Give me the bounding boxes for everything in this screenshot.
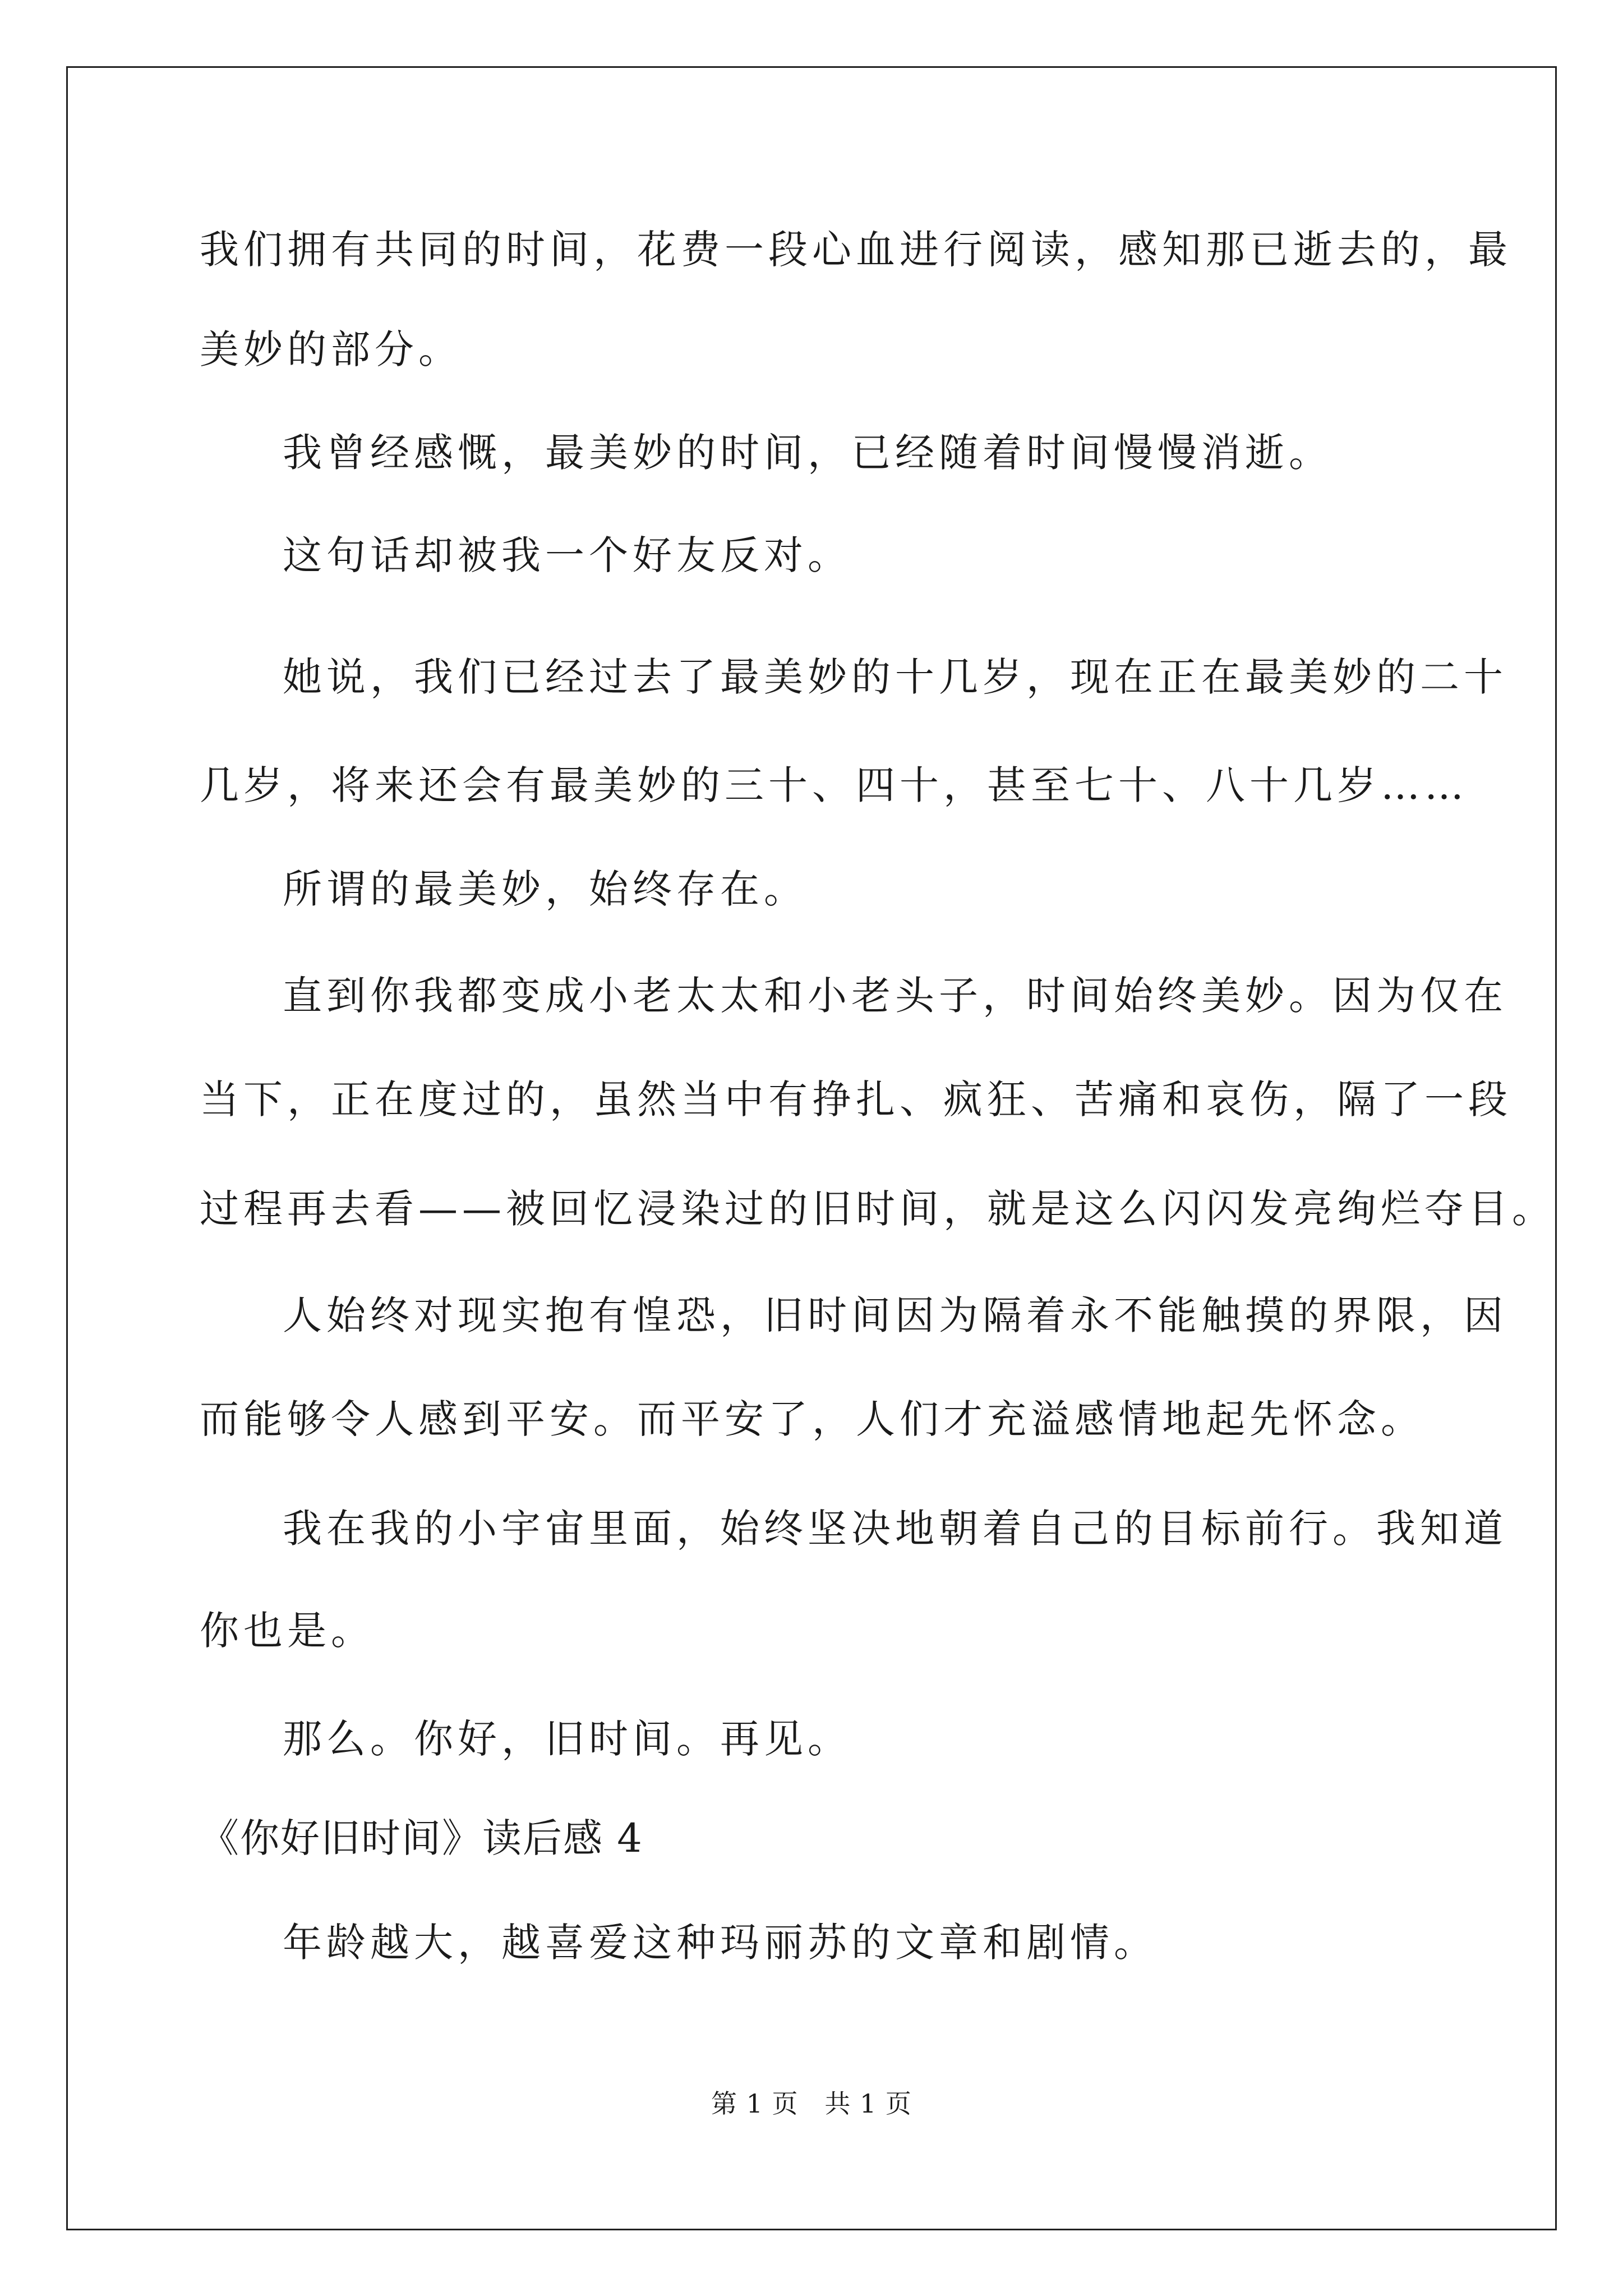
text-line: 这句话却被我一个好友反对。	[283, 532, 851, 578]
text-line: 而能够令人感到平安。而平安了，人们才充溢感情地起先怀念。	[200, 1396, 1424, 1442]
text-line: 人始终对现实抱有惶恐，旧时间因为隔着永不能触摸的界限，因	[283, 1292, 1507, 1338]
text-line: 我们拥有共同的时间，花费一段心血进行阅读，感知那已逝去的，最	[200, 227, 1512, 273]
text-line: 美妙的部分。	[200, 326, 462, 372]
text-line: 那么。你好，旧时间。再见。	[283, 1716, 851, 1762]
text-line: 年龄越大，越喜爱这种玛丽苏的文章和剧情。	[283, 1920, 1158, 1966]
section-heading: 《你好旧时间》读后感 4	[200, 1815, 643, 1861]
text-line: 过程再去看——被回忆浸染过的旧时间，就是这么闪闪发亮绚烂夺目。	[200, 1186, 1556, 1232]
text-line: 几岁，将来还会有最美妙的三十、四十，甚至七十、八十几岁……	[200, 762, 1468, 808]
text-line: 当下，正在度过的，虽然当中有挣扎、疯狂、苦痛和哀伤，隔了一段	[200, 1076, 1512, 1122]
text-line: 直到你我都变成小老太太和小老头子，时间始终美妙。因为仅在	[283, 973, 1507, 1019]
text-line: 你也是。	[200, 1608, 375, 1654]
text-line: 我在我的小宇宙里面，始终坚决地朝着自己的目标前行。我知道	[283, 1506, 1507, 1552]
text-line: 我曾经感慨，最美妙的时间，已经随着时间慢慢消逝。	[283, 430, 1332, 476]
text-line: 她说，我们已经过去了最美妙的十几岁，现在正在最美妙的二十	[283, 654, 1507, 700]
page-footer: 第 1 页 共 1 页	[711, 2088, 912, 2119]
page-border	[66, 66, 1557, 2230]
text-line: 所谓的最美妙，始终存在。	[283, 866, 808, 912]
